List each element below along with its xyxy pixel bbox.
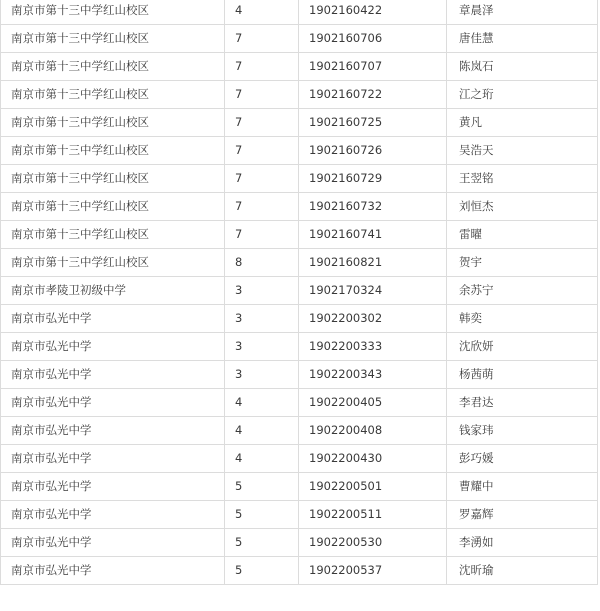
student-name-cell: 吴浩天 xyxy=(447,136,598,164)
student-id-cell: 1902160722 xyxy=(299,80,447,108)
student-name-cell: 刘恒杰 xyxy=(447,192,598,220)
table-row xyxy=(1,24,598,52)
table-row xyxy=(1,528,598,556)
student-id-cell: 1902200333 xyxy=(299,332,447,360)
student-id-cell: 1902160726 xyxy=(299,136,447,164)
grade-cell: 5 xyxy=(225,528,299,556)
student-id-cell: 1902160707 xyxy=(299,52,447,80)
grade-cell: 5 xyxy=(225,500,299,528)
school-cell: 南京市弘光中学 xyxy=(1,444,225,472)
grade-cell: 7 xyxy=(225,52,299,80)
student-name-cell: 罗嘉辉 xyxy=(447,500,598,528)
grade-cell: 5 xyxy=(225,472,299,500)
student-name-cell: 唐佳慧 xyxy=(447,24,598,52)
grade-cell: 7 xyxy=(225,192,299,220)
table-row xyxy=(1,444,598,472)
grade-cell: 5 xyxy=(225,556,299,584)
grade-cell: 3 xyxy=(225,304,299,332)
student-id-cell: 1902200511 xyxy=(299,500,447,528)
table-row xyxy=(1,500,598,528)
student-name-cell: 陈岚石 xyxy=(447,52,598,80)
student-name-cell: 杨茜萌 xyxy=(447,360,598,388)
student-id-cell: 1902160729 xyxy=(299,164,447,192)
school-cell: 南京市第十三中学红山校区 xyxy=(1,80,225,108)
student-name-cell: 李湧如 xyxy=(447,528,598,556)
school-cell: 南京市第十三中学红山校区 xyxy=(1,136,225,164)
school-cell: 南京市弘光中学 xyxy=(1,500,225,528)
grade-cell: 3 xyxy=(225,332,299,360)
grade-cell: 4 xyxy=(225,388,299,416)
table-row xyxy=(1,472,598,500)
table-row xyxy=(1,80,598,108)
table-row xyxy=(1,360,598,388)
table-row xyxy=(1,304,598,332)
school-cell: 南京市弘光中学 xyxy=(1,528,225,556)
student-id-cell: 1902200537 xyxy=(299,556,447,584)
table-row xyxy=(1,416,598,444)
grade-cell: 7 xyxy=(225,136,299,164)
student-id-cell: 1902200302 xyxy=(299,304,447,332)
table-row xyxy=(1,52,598,80)
grade-cell: 4 xyxy=(225,444,299,472)
school-cell: 南京市第十三中学红山校区 xyxy=(1,0,225,24)
school-cell: 南京市第十三中学红山校区 xyxy=(1,108,225,136)
student-id-cell: 1902200430 xyxy=(299,444,447,472)
student-name-cell: 彭巧媛 xyxy=(447,444,598,472)
student-id-cell: 1902160821 xyxy=(299,248,447,276)
student-name-cell: 沈昕瑜 xyxy=(447,556,598,584)
student-name-cell: 王翌铭 xyxy=(447,164,598,192)
student-name-cell: 黄凡 xyxy=(447,108,598,136)
student-name-cell: 沈欣妍 xyxy=(447,332,598,360)
student-table-body xyxy=(1,0,598,584)
student-name-cell: 钱家玮 xyxy=(447,416,598,444)
school-cell: 南京市第十三中学红山校区 xyxy=(1,52,225,80)
school-cell: 南京市弘光中学 xyxy=(1,472,225,500)
grade-cell: 4 xyxy=(225,0,299,24)
table-row xyxy=(1,248,598,276)
grade-cell: 7 xyxy=(225,164,299,192)
student-name-cell: 韩奕 xyxy=(447,304,598,332)
student-name-cell: 曹耀中 xyxy=(447,472,598,500)
school-cell: 南京市弘光中学 xyxy=(1,388,225,416)
student-id-cell: 1902160741 xyxy=(299,220,447,248)
student-id-cell: 1902200408 xyxy=(299,416,447,444)
student-id-cell: 1902170324 xyxy=(299,276,447,304)
student-name-cell: 余苏宁 xyxy=(447,276,598,304)
student-id-cell: 1902160706 xyxy=(299,24,447,52)
grade-cell: 7 xyxy=(225,220,299,248)
student-id-cell: 1902200501 xyxy=(299,472,447,500)
grade-cell: 3 xyxy=(225,360,299,388)
school-cell: 南京市第十三中学红山校区 xyxy=(1,248,225,276)
table-row xyxy=(1,276,598,304)
grade-cell: 7 xyxy=(225,108,299,136)
grade-cell: 3 xyxy=(225,276,299,304)
school-cell: 南京市弘光中学 xyxy=(1,304,225,332)
student-name-cell: 江之珩 xyxy=(447,80,598,108)
student-id-cell: 1902160422 xyxy=(299,0,447,24)
school-cell: 南京市第十三中学红山校区 xyxy=(1,164,225,192)
school-cell: 南京市弘光中学 xyxy=(1,416,225,444)
school-cell: 南京市第十三中学红山校区 xyxy=(1,192,225,220)
table-row xyxy=(1,332,598,360)
school-cell: 南京市弘光中学 xyxy=(1,556,225,584)
school-cell: 南京市弘光中学 xyxy=(1,360,225,388)
student-id-cell: 1902160725 xyxy=(299,108,447,136)
table-row xyxy=(1,192,598,220)
school-cell: 南京市第十三中学红山校区 xyxy=(1,220,225,248)
table-row xyxy=(1,220,598,248)
grade-cell: 7 xyxy=(225,24,299,52)
grade-cell: 7 xyxy=(225,80,299,108)
table-row xyxy=(1,136,598,164)
student-name-cell: 李君达 xyxy=(447,388,598,416)
student-id-cell: 1902200343 xyxy=(299,360,447,388)
student-name-cell: 章晨泽 xyxy=(447,0,598,24)
table-row xyxy=(1,556,598,584)
school-cell: 南京市第十三中学红山校区 xyxy=(1,24,225,52)
grade-cell: 4 xyxy=(225,416,299,444)
table-row xyxy=(1,388,598,416)
school-cell: 南京市弘光中学 xyxy=(1,332,225,360)
table-row xyxy=(1,108,598,136)
grade-cell: 8 xyxy=(225,248,299,276)
school-cell: 南京市孝陵卫初级中学 xyxy=(1,276,225,304)
student-id-cell: 1902200530 xyxy=(299,528,447,556)
student-id-cell: 1902160732 xyxy=(299,192,447,220)
table-row xyxy=(1,0,598,24)
student-id-cell: 1902200405 xyxy=(299,388,447,416)
student-name-cell: 雷曜 xyxy=(447,220,598,248)
table-row xyxy=(1,164,598,192)
student-name-cell: 贺宇 xyxy=(447,248,598,276)
